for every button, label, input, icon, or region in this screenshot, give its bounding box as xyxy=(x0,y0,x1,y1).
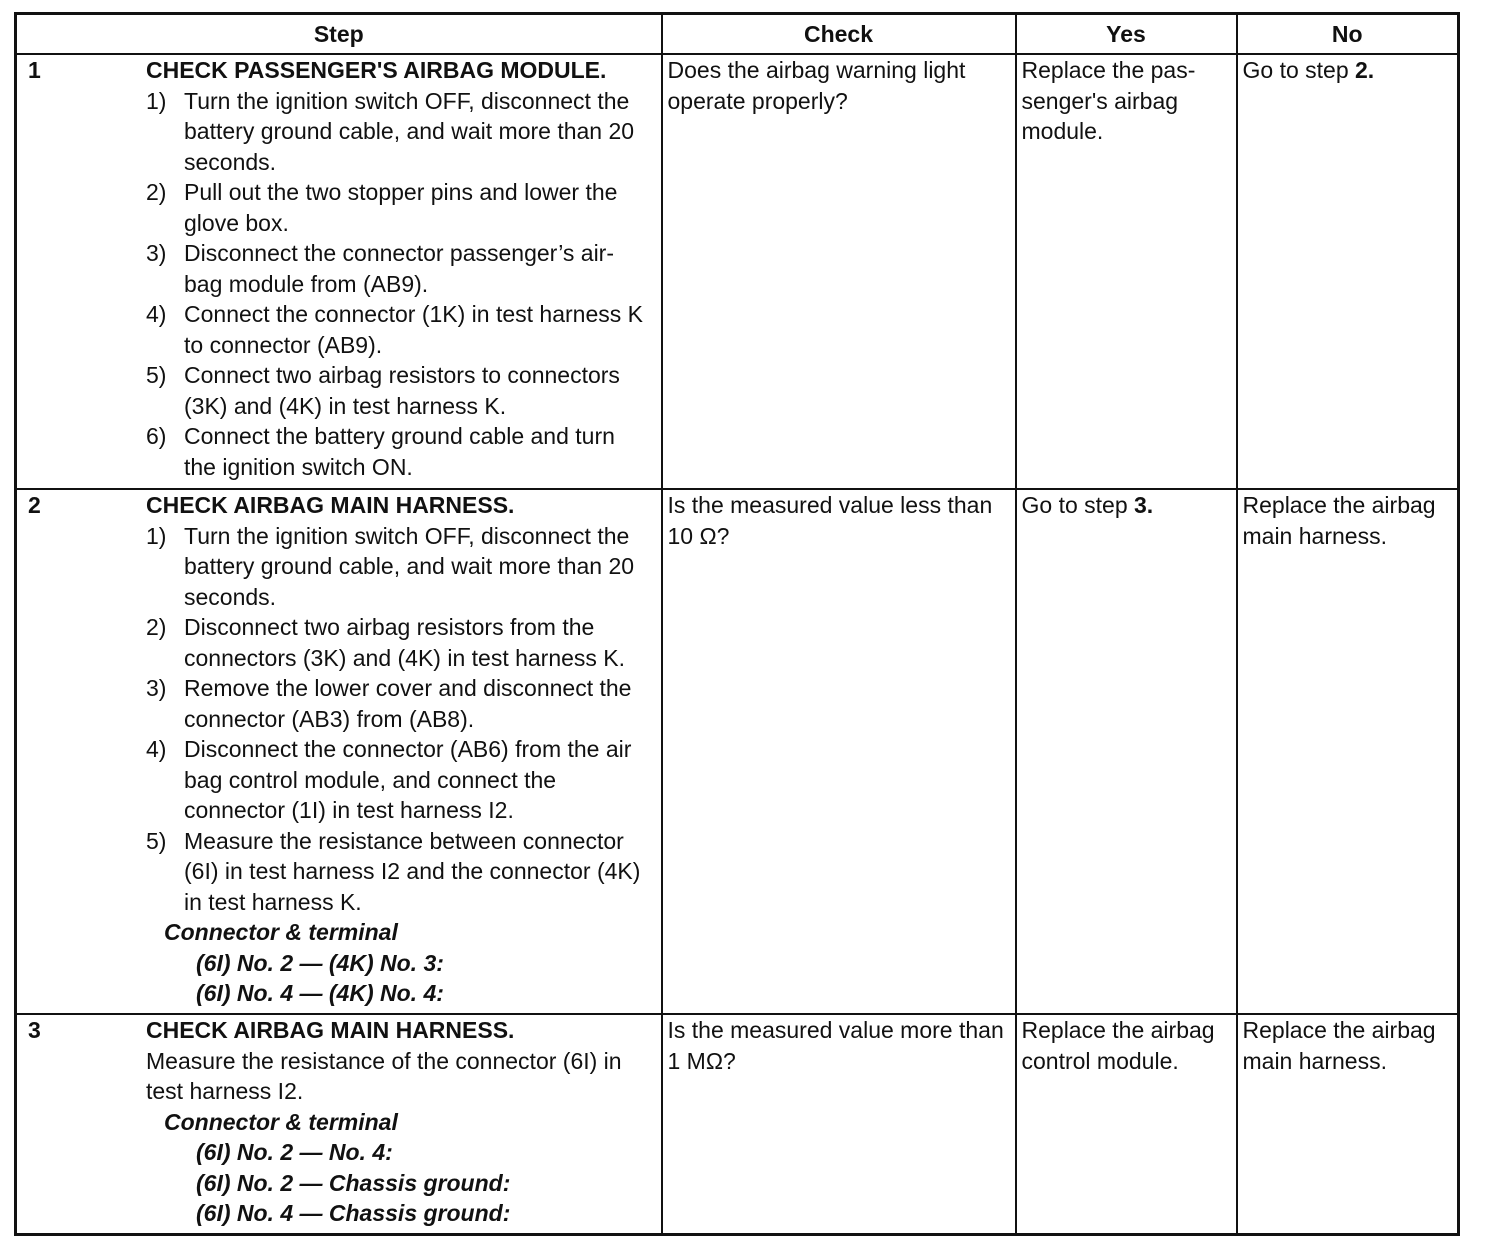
step-body xyxy=(146,1015,656,1229)
step-number: 1 xyxy=(28,57,41,83)
substep-item xyxy=(146,673,652,734)
connector-spec: (6I) No. 2 — (4K) No. 3: xyxy=(196,949,444,976)
yes-cell xyxy=(1016,54,1237,489)
substep-number: 1) xyxy=(146,522,167,549)
yes-text: Replace the airbag control module. xyxy=(1021,1017,1215,1074)
substep-number: 2) xyxy=(146,614,167,640)
connector-heading: Connector & terminal xyxy=(164,1108,398,1135)
no-text: Replace the airbag main harness. xyxy=(1242,492,1436,549)
substep-text: Turn the ignition switch OFF, disconnect the battery ground cable, and wait more than 20 seconds. xyxy=(184,87,635,175)
substep-text: Connect the connector (1K) in test harness K to connector (AB9). xyxy=(184,301,643,358)
step-cell xyxy=(16,54,662,489)
substep-text: Connect the battery ground cable and turn the ignition switch ON. xyxy=(184,423,615,480)
step-cell-content xyxy=(22,1015,656,1229)
step-title: CHECK AIRBAG MAIN HARNESS. xyxy=(146,1017,515,1043)
yes-cell xyxy=(1016,1014,1237,1235)
substep-text: Connect two airbag resistors to connectors (3K) and (4K) in test harness K. xyxy=(184,362,620,419)
table-row xyxy=(16,489,1459,1014)
header-yes: Yes xyxy=(1016,14,1237,55)
connector-spec: (6I) No. 2 — Chassis ground: xyxy=(196,1169,511,1196)
step-cell xyxy=(16,1014,662,1235)
table-row xyxy=(16,54,1459,489)
substep-text: Disconnect the connector passenger’s air- bag module from (AB9). xyxy=(184,240,614,297)
substep-text: Disconnect two airbag resistors from the connectors (3K) and (4K) in test harness K. xyxy=(184,614,626,671)
no-text: Replace the airbag main harness. xyxy=(1242,1017,1436,1074)
connector-spec: (6I) No. 2 — No. 4: xyxy=(196,1139,393,1165)
step-cell-content xyxy=(22,55,656,482)
substep-number: 6) xyxy=(146,423,167,449)
table-body xyxy=(16,54,1459,1235)
substep-item xyxy=(146,360,652,421)
connector-spec: (6I) No. 4 — (4K) No. 4: xyxy=(196,980,444,1006)
yes-step-ref: 3. xyxy=(1134,492,1154,518)
diagnosis-table xyxy=(14,12,1460,1236)
substep-text: Disconnect the connector (AB6) from the air bag control module, and connect the connector (1I) in test harness I2. xyxy=(184,736,632,823)
header-check: Check xyxy=(662,14,1016,55)
substep-text: Remove the lower cover and disconnect the connector (AB3) from (AB8). xyxy=(184,675,632,732)
substep-number: 1) xyxy=(146,87,167,114)
substep-item xyxy=(146,299,652,360)
substep-number: 4) xyxy=(146,736,167,762)
substep-number: 2) xyxy=(146,179,167,205)
substep-item xyxy=(146,612,652,673)
substep-item xyxy=(146,238,652,299)
step-cell xyxy=(16,489,662,1014)
substep-number: 5) xyxy=(146,362,167,388)
substep-number: 5) xyxy=(146,827,167,854)
substep-list xyxy=(146,521,652,918)
no-cell xyxy=(1237,54,1459,489)
no-step-ref: 2. xyxy=(1355,57,1375,83)
step-title: CHECK AIRBAG MAIN HARNESS. xyxy=(146,492,515,518)
header-row xyxy=(16,14,1459,55)
step-number: 2 xyxy=(28,492,41,518)
substep-text: Pull out the two stopper pins and lower the glove box. xyxy=(184,179,618,236)
substep-text: Measure the resistance between connector (6I) in test harness I2 and the connector (4K) in test harness K. xyxy=(184,827,641,915)
step-intro: Measure the resistance of the connector (6I) in test harness I2. xyxy=(146,1047,622,1104)
step-number: 3 xyxy=(28,1017,41,1043)
connector-heading: Connector & terminal xyxy=(164,919,398,945)
connector-spec: (6I) No. 4 — Chassis ground: xyxy=(196,1200,511,1226)
substep-number: 4) xyxy=(146,301,167,327)
yes-text: Replace the pas- senger's airbag module. xyxy=(1021,57,1196,144)
substep-item xyxy=(146,86,652,178)
step-body xyxy=(146,490,656,1009)
step-title: CHECK PASSENGER'S AIRBAG MODULE. xyxy=(146,57,607,83)
substep-text: Turn the ignition switch OFF, disconnect the battery ground cable, and wait more than 20 seconds. xyxy=(184,522,635,610)
yes-text: Go to step xyxy=(1021,492,1135,518)
substep-number: 3) xyxy=(146,240,167,266)
substep-item xyxy=(146,177,652,238)
yes-cell xyxy=(1016,489,1237,1014)
substep-item xyxy=(146,826,652,918)
substep-list xyxy=(146,86,652,483)
substep-item xyxy=(146,421,652,482)
no-cell xyxy=(1237,1014,1459,1235)
step-body xyxy=(146,55,656,482)
substep-item xyxy=(146,521,652,613)
header-no: No xyxy=(1237,14,1459,55)
check-cell: Is the measured value less than 10 Ω? xyxy=(662,489,1016,1014)
substep-item xyxy=(146,734,652,826)
no-cell xyxy=(1237,489,1459,1014)
substep-number: 3) xyxy=(146,675,167,701)
check-cell: Does the airbag warning light operate properly? xyxy=(662,54,1016,489)
check-cell: Is the measured value more than 1 MΩ? xyxy=(662,1014,1016,1235)
header-step: Step xyxy=(16,14,662,55)
table-row xyxy=(16,1014,1459,1235)
no-text: Go to step xyxy=(1242,57,1356,83)
step-cell-content xyxy=(22,490,656,1009)
